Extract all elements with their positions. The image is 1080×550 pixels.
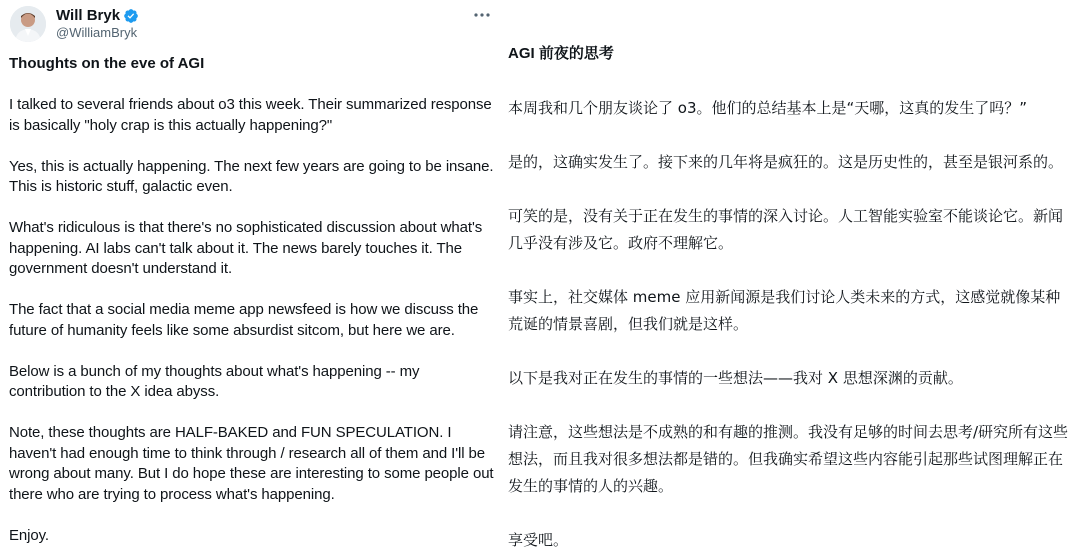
translation-paragraph: 是的，这确实发生了。接下来的几年将是疯狂的。这是历史性的，甚至是银河系的。: [508, 153, 1064, 171]
tweet-paragraph: Yes, this is actually happening. The next few years are going to be insane. This is historic stuff, galactic even.: [9, 157, 494, 195]
tweet-paragraph: Note, these thoughts are HALF-BAKED and FUN SPECULATION. I haven't had enough time to think through / research all of them and I'll be wrong about many. But I do hope these are interesting to some people out there who are trying to process what's happening.: [9, 424, 494, 503]
translation-body: [508, 95, 1074, 550]
tweet-paragraph: Below is a bunch of my thoughts about what's happening -- my contribution to the X idea abyss.: [9, 362, 420, 400]
avatar[interactable]: [10, 6, 46, 42]
author-name-row: [56, 7, 139, 24]
translation-panel: [508, 0, 1080, 550]
translation-paragraph: 以下是我对正在发生的事情的一些想法——我对 X 思想深渊的贡献。: [508, 369, 963, 387]
translation-title: AGI 前夜的思考: [508, 45, 614, 62]
translation-paragraph: 本周我和几个朋友谈论了 o3。他们的总结基本上是“天哪，这真的发生了吗？”: [508, 99, 1028, 117]
translation-paragraph: 请注意，这些想法是不成熟的和有趣的推测。我没有足够的时间去思考/研究所有这些想法，而且我对很多想法都是错的。但我确实希望这些内容能引起那些试图理解正在发生的事情的人的兴趣。: [508, 423, 1069, 495]
tweet-paragraph: I talked to several friends about o3 this week. Their summarized response is basically "holy crap is this actually happening?": [9, 96, 492, 134]
author-handle[interactable]: @WilliamBryk: [56, 25, 138, 40]
tweet-card: [0, 0, 500, 550]
tweet-body: [9, 54, 499, 550]
translation-paragraph: 事实上，社交媒体 meme 应用新闻源是我们讨论人类未来的方式，这感觉就像某种荒诞的情景喜剧，但我们就是这样。: [508, 288, 1061, 333]
author-name[interactable]: Will Bryk: [56, 7, 121, 24]
tweet-title: Thoughts on the eve of AGI: [9, 55, 205, 72]
more-options-icon[interactable]: [472, 8, 492, 22]
tweet-paragraph: What's ridiculous is that there's no sophisticated discussion about what's happening. AI labs can't talk about it. The news barely touches it. The government doesn't understand it.: [9, 219, 483, 277]
translation-paragraph: 享受吧。: [508, 531, 569, 549]
avatar-portrait-icon: [10, 6, 46, 42]
translation-paragraph: 可笑的是，没有关于正在发生的事情的深入讨论。人工智能实验室不能谈论它。新闻几乎没有涉及它。政府不理解它。: [508, 207, 1064, 252]
tweet-paragraph: The fact that a social media meme app newsfeed is how we discuss the future of humanity feels like some absurdist sitcom, but here we are.: [9, 301, 479, 339]
tweet-header: [10, 6, 500, 42]
tweet-paragraph: Enjoy.: [9, 526, 49, 544]
verified-badge-icon: [123, 8, 139, 24]
